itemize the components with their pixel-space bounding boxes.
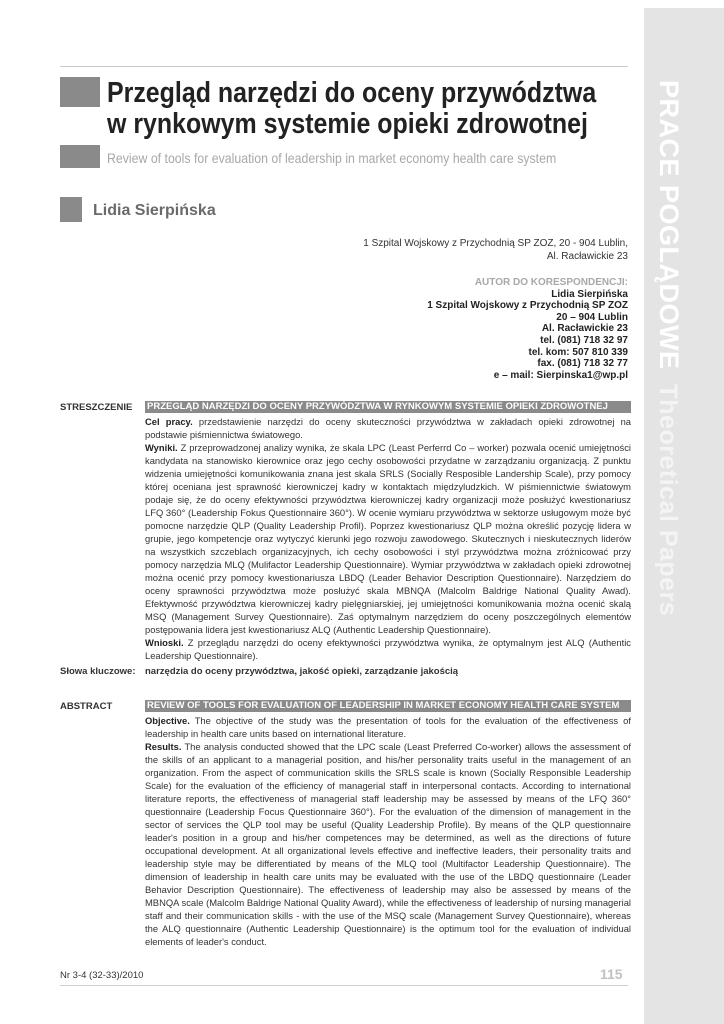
streszczenie-objective: [145, 415, 631, 441]
paragraph-text: Z przeprowadzonej analizy wynika, że skala LPC (Least Perferrd Co – worker) pozwala ocenić umiejętności kandydata na stanowisko kierownice oraz jego cechy osobowości przydatne w zarządzaniu organizacją. Z punktu widzenia umiejętności komunikowania znana jest skala SRLS (Socially Resposible Landership Scale), przy pomocy której oceniana jest sprawność kierowniczej kadry w kontaktach międzyludzkich. W piśmiennictwie światowym podaje się, że do oceny efektywności przywództwa kierowniczej kadry organizacji może posłużyć kwestionariusz LFQ 360° (Leadership Fokus Questionnaire 360°). W ocenie wymiaru przywództwa w sektorze usługowym może być pomocne narzędzie QLP (Quality Leadership Profil). Poprzez kwestionariusz QLP można określić pozycję lidera w grupie, jego kompetencje oraz wytyczyć kierunki jego rozwoju zawodowego. Skutecznych i nieskutecznych liderów na wszystkich szczeblach organizacyjnych, ich cechy osobowości i styl przywództwa można zróżnicować przy pomocy narzędzia MLQ (Mulifactor Leadership Questionnaire). Wymiar przywództwa w zakładach opieki zdrowotnej można ocenić przy pomocy kwestionariusza LBDQ (Leader Behavior Description Questionnaire). Narzędziem do oceny sprawności przywództwa może posłużyć skala MBNQA (Malcolm Baldrige National Quality Awad). Efektywność przywództwa kierowniczej kadry pielęgniarskiej, jej umiejętności komunikowania można ocenić skalą MSQ (Management Survey Questionnaire). Zaś optymalnym narzędziem do oceny poszczególnych elementów postępowania lidera jest kwestionariusz ALQ (Authentic Leadership Questionnaire).: [145, 442, 631, 635]
subtitle-marker: [60, 145, 100, 168]
paragraph-head: Wnioski.: [145, 637, 184, 648]
paragraph-head: Objective.: [145, 715, 190, 726]
title-marker: [60, 77, 100, 107]
article-subtitle: Review of tools for evaluation of leadership in market economy health care system: [107, 150, 557, 166]
page-number: 115: [600, 966, 623, 982]
paragraph-text: The analysis conducted showed that the LPC scale (Least Preferred Co-worker) allows the assessment of the skills of an applicant to a managerial position, and his/her personality traits useful in the management of an organization. From the aspect of communication skills the SRLS scale is known (Socially Responsible Leadership Scale) for the evaluation of the efficiency of managerial staff in interpersonal contacts. According to international literature reports, the effectiveness of managerial staff leadership may be assessed by means of the LFQ 360° questionnaire (Leadership Focus Questionnaire 360°). For the evaluation of the dimension of management in the sector of services the QLP tool may be useful (Quality Leadership Profile). By means of the QLP questionnaire leader's position in a group and his/her competences may be determined, as well as the directions of future occupational development. At all organizational levels effective and ineffective leaders, their personality traits and leadership style may be differentiated by means of the MLQ tool (Multifactor Leadership Questionnaire). The dimension of leadership in health care units may be evaluated with the use of the LBDQ questionnaire (Leader Behavior Description Questionnaire). The effectiveness of leadership may also be assessed by means of the MBNQA scale (Malcolm Baldrige National Quality Award), while the effectiveness of leadership of nursing managerial staff and their communication skills - with the use of the MSQ scale (Management Survey Questionnaire), whereas the ALQ questionnaire (Authentic Leadership Questionnaire) is the optimum tool for the evaluation of individual elements of leader's conduct.: [145, 741, 631, 947]
affiliation-line: 1 Szpital Wojskowy z Przychodnią SP ZOZ, 20 - 904 Lublin,: [363, 238, 628, 249]
streszczenie-body: [145, 415, 631, 662]
abstract-results: [145, 740, 631, 948]
streszczenie-label: STRESZCZENIE: [60, 402, 133, 413]
section-label-main: PRACE POGLĄDOWE: [654, 80, 684, 370]
abstract-title-bar: REVIEW OF TOOLS FOR EVALUATION OF LEADERSHIP IN MARKET ECONOMY HEALTH CARE SYSTEM: [145, 700, 631, 712]
abstract-body: [145, 714, 631, 948]
correspondence-line: tel. (081) 718 32 97: [540, 334, 628, 346]
streszczenie-conclusions: [145, 636, 631, 662]
abstract-label: ABSTRACT: [60, 701, 113, 712]
correspondence-header: AUTOR DO KORESPONDENCJI:: [474, 277, 628, 288]
paragraph-text: Z przeglądu narzędzi do oceny efektywności przywództwa wynika, że optymalnym jest ALQ (Authentic Leadership Questionnaire).: [145, 637, 631, 661]
paragraph-head: Wyniki.: [145, 442, 178, 453]
author-name: Lidia Sierpińska: [93, 202, 216, 219]
title-line-2: w rynkowym systemie opieki zdrowotnej: [107, 108, 588, 140]
correspondence-line: fax. (081) 718 32 77: [537, 358, 628, 370]
paragraph-head: Cel pracy.: [145, 416, 193, 427]
streszczenie-title-bar: PRZEGLĄD NARZĘDZI DO OCENY PRZYWÓDZTWA W RYNKOWYM SYSTEMIE OPIEKI ZDROWOTNEJ: [145, 401, 631, 413]
correspondence-line: 1 Szpital Wojskowy z Przychodnią SP ZOZ: [427, 300, 628, 312]
article-title: [107, 77, 597, 140]
author-marker: [60, 197, 82, 222]
paragraph-head: Results.: [145, 741, 182, 752]
footer-rule: [60, 985, 628, 986]
title-line-1: Przegląd narzędzi do oceny przywództwa: [107, 77, 597, 109]
correspondence-line: Al. Racławickie 23: [541, 323, 628, 335]
paragraph-text: The objective of the study was the presentation of tools for the evaluation of the effectiveness of leadership in health care units based on international literature.: [145, 715, 631, 739]
affiliation: [363, 238, 628, 263]
correspondence-line: 20 – 904 Lublin: [556, 311, 628, 323]
section-label-sub: Theoretical Papers: [654, 383, 682, 617]
streszczenie-results: [145, 441, 631, 636]
paragraph-text: przedstawienie narzędzi do oceny skuteczności przywództwa w zakładach opieki zdrowotnej na podstawie piśmiennictwa światowego.: [145, 416, 631, 440]
keywords-label: Słowa kluczowe:: [60, 666, 136, 677]
issue-number: Nr 3-4 (32-33)/2010: [60, 970, 144, 981]
correspondence-line: tel. kom: 507 810 339: [528, 346, 628, 358]
top-rule: [60, 66, 628, 67]
affiliation-line: Al. Racławickie 23: [546, 250, 628, 262]
correspondence-line: Lidia Sierpińska: [551, 288, 628, 300]
abstract-objective: [145, 714, 631, 740]
section-label: [653, 80, 684, 616]
keywords: narzędzia do oceny przywództwa, jakość opieki, zarządzanie jakością: [145, 666, 459, 677]
correspondence-email[interactable]: e – mail: Sierpinska1@wp.pl: [493, 369, 628, 381]
correspondence-block: [427, 277, 628, 381]
